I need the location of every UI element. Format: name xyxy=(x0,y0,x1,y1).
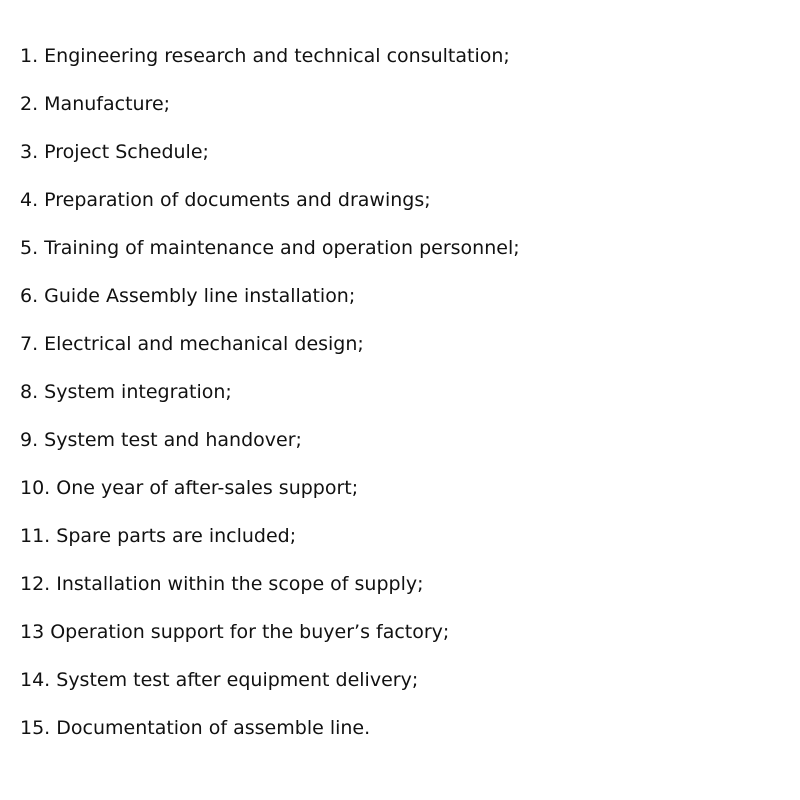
list-item: 12. Installation within the scope of supply; xyxy=(20,573,424,595)
list-item: 14. System test after equipment delivery; xyxy=(20,669,419,691)
list-item: 2. Manufacture; xyxy=(20,93,171,115)
list-item: 3. Project Schedule; xyxy=(20,141,209,163)
list-item: 15. Documentation of assemble line. xyxy=(20,717,371,739)
list-item: 4. Preparation of documents and drawings; xyxy=(20,189,431,211)
scope-of-supply-list xyxy=(20,42,800,742)
list-item: 13 Operation support for the buyer’s factory; xyxy=(20,621,450,643)
list-item: 1. Engineering research and technical consultation; xyxy=(20,45,510,67)
list-item: 11. Spare parts are included; xyxy=(20,525,297,547)
list-item: 10. One year of after-sales support; xyxy=(20,477,359,499)
list-item: 6. Guide Assembly line installation; xyxy=(20,285,356,307)
list-item: 9. System test and handover; xyxy=(20,429,302,451)
list-item: 8. System integration; xyxy=(20,381,232,403)
list-item: 7. Electrical and mechanical design; xyxy=(20,333,364,355)
list-item: 5. Training of maintenance and operation personnel; xyxy=(20,237,520,259)
